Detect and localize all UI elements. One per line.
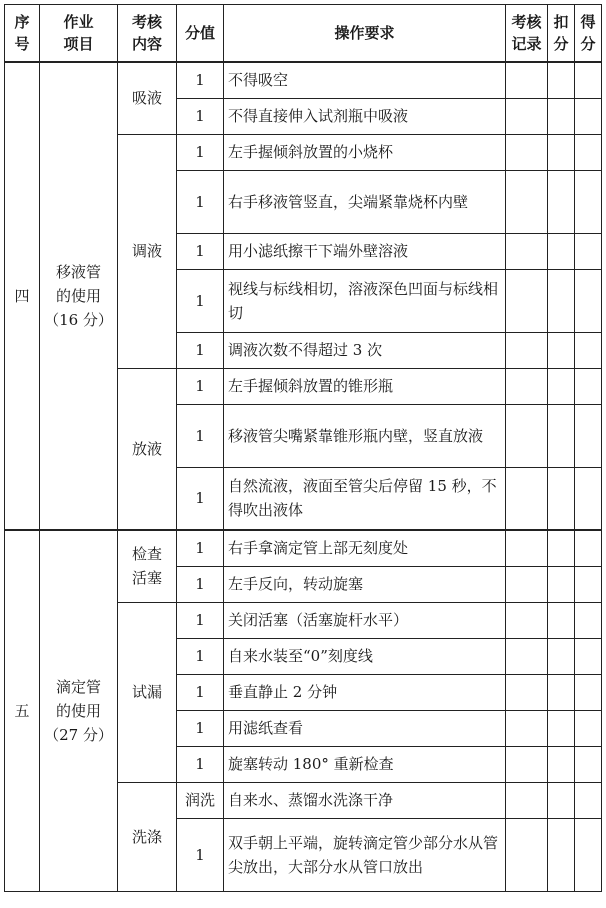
deduct-cell <box>548 638 575 674</box>
assessment-table <box>4 4 602 892</box>
requirement-cell: 不得直接伸入试剂瓶中吸液 <box>224 98 506 134</box>
group-content-line: 检查 <box>131 545 162 564</box>
get-cell <box>575 404 602 467</box>
requirement-cell: 右手移液管竖直，尖端紧靠烧杯内壁 <box>224 170 506 233</box>
record-cell <box>506 566 548 602</box>
requirement-cell: 移液管尖嘴紧靠锥形瓶内壁，竖直放液 <box>224 404 506 467</box>
get-cell <box>575 602 602 638</box>
get-cell <box>575 746 602 782</box>
requirement-cell: 用小滤纸擦干下端外壁溶液 <box>224 233 506 269</box>
record-cell <box>506 134 548 170</box>
get-cell <box>575 566 602 602</box>
requirement-cell: 左手握倾斜放置的锥形瓶 <box>224 368 506 404</box>
header-record: 考核 记录 <box>506 5 548 63</box>
deduct-cell <box>548 233 575 269</box>
requirement-cell: 右手拿滴定管上部无刻度处 <box>224 530 506 566</box>
section-item-line: 的使用 <box>55 701 101 720</box>
record-cell <box>506 818 548 891</box>
header-row <box>5 5 602 63</box>
score-cell: 1 <box>177 602 224 638</box>
score-cell: 1 <box>177 818 224 891</box>
get-cell <box>575 818 602 891</box>
section-item <box>40 62 118 530</box>
get-cell <box>575 710 602 746</box>
header-get: 得 分 <box>575 5 602 63</box>
get-cell <box>575 62 602 98</box>
score-cell: 1 <box>177 62 224 98</box>
header-requirement: 操作要求 <box>224 5 506 63</box>
record-cell <box>506 62 548 98</box>
group-content <box>118 602 177 782</box>
deduct-cell <box>548 746 575 782</box>
get-cell <box>575 530 602 566</box>
record-cell <box>506 98 548 134</box>
record-cell <box>506 332 548 368</box>
score-cell: 1 <box>177 710 224 746</box>
deduct-cell <box>548 269 575 332</box>
group-content-line: 放液 <box>131 439 162 458</box>
group-content-line: 洗涤 <box>131 827 162 846</box>
get-cell <box>575 638 602 674</box>
deduct-cell <box>548 602 575 638</box>
requirement-cell: 自来水、蒸馏水洗涤干净 <box>224 782 506 818</box>
score-cell: 1 <box>177 233 224 269</box>
group-content <box>118 134 177 368</box>
deduct-cell <box>548 62 575 98</box>
deduct-cell <box>548 566 575 602</box>
score-cell: 润洗 <box>177 782 224 818</box>
group-content <box>118 782 177 891</box>
record-cell <box>506 746 548 782</box>
section-item-line: 滴定管 <box>55 677 101 696</box>
get-cell <box>575 674 602 710</box>
group-content <box>118 62 177 134</box>
requirement-cell: 视线与标线相切，溶液深色凹面与标线相切 <box>224 269 506 332</box>
get-cell <box>575 170 602 233</box>
score-cell: 1 <box>177 368 224 404</box>
section-item-line: 的使用 <box>55 287 101 305</box>
deduct-cell <box>548 404 575 467</box>
deduct-cell <box>548 98 575 134</box>
header-deduct: 扣 分 <box>548 5 575 63</box>
deduct-cell <box>548 467 575 530</box>
requirement-cell: 左手握倾斜放置的小烧杯 <box>224 134 506 170</box>
record-cell <box>506 233 548 269</box>
get-cell <box>575 134 602 170</box>
deduct-cell <box>548 134 575 170</box>
get-cell <box>575 269 602 332</box>
record-cell <box>506 269 548 332</box>
section-item <box>40 530 118 891</box>
record-cell <box>506 782 548 818</box>
score-cell: 1 <box>177 467 224 530</box>
record-cell <box>506 404 548 467</box>
record-cell <box>506 710 548 746</box>
header-content: 考核 内容 <box>118 5 177 63</box>
header-item: 作业 项目 <box>40 5 118 63</box>
group-content <box>118 530 177 602</box>
score-cell: 1 <box>177 269 224 332</box>
group-content-line: 试漏 <box>131 683 162 701</box>
get-cell <box>575 233 602 269</box>
record-cell <box>506 674 548 710</box>
record-cell <box>506 530 548 566</box>
get-cell <box>575 782 602 818</box>
get-cell <box>575 467 602 530</box>
section-item-line: （16 分） <box>44 311 113 329</box>
score-cell: 1 <box>177 638 224 674</box>
record-cell <box>506 602 548 638</box>
section-item-line: （27 分） <box>44 725 113 744</box>
requirement-cell: 自来水装至“0”刻度线 <box>224 638 506 674</box>
deduct-cell <box>548 782 575 818</box>
header-seq: 序 号 <box>5 5 40 63</box>
score-cell: 1 <box>177 332 224 368</box>
score-cell: 1 <box>177 404 224 467</box>
table-row <box>5 530 602 566</box>
section-item-line: 移液管 <box>55 263 101 281</box>
header-score: 分值 <box>177 5 224 63</box>
record-cell <box>506 368 548 404</box>
deduct-cell <box>548 332 575 368</box>
score-cell: 1 <box>177 530 224 566</box>
score-cell: 1 <box>177 566 224 602</box>
score-cell: 1 <box>177 746 224 782</box>
get-cell <box>575 368 602 404</box>
record-cell <box>506 467 548 530</box>
score-cell: 1 <box>177 170 224 233</box>
requirement-cell: 左手反向，转动旋塞 <box>224 566 506 602</box>
score-cell: 1 <box>177 98 224 134</box>
deduct-cell <box>548 170 575 233</box>
deduct-cell <box>548 530 575 566</box>
requirement-cell: 双手朝上平端，旋转滴定管少部分水从管尖放出，大部分水从管口放出 <box>224 818 506 891</box>
requirement-cell: 用滤纸查看 <box>224 710 506 746</box>
requirement-cell: 不得吸空 <box>224 62 506 98</box>
score-cell: 1 <box>177 134 224 170</box>
get-cell <box>575 332 602 368</box>
requirement-cell: 旋塞转动 180° 重新检查 <box>224 746 506 782</box>
score-cell: 1 <box>177 674 224 710</box>
section-seq: 四 <box>5 62 40 530</box>
table-row <box>5 62 602 98</box>
deduct-cell <box>548 674 575 710</box>
deduct-cell <box>548 818 575 891</box>
requirement-cell: 自然流液，液面至管尖后停留 15 秒，不得吹出液体 <box>224 467 506 530</box>
get-cell <box>575 98 602 134</box>
group-content-line: 调液 <box>131 242 162 260</box>
section-seq: 五 <box>5 530 40 891</box>
deduct-cell <box>548 368 575 404</box>
requirement-cell: 垂直静止 2 分钟 <box>224 674 506 710</box>
group-content-line: 活塞 <box>131 569 162 588</box>
deduct-cell <box>548 710 575 746</box>
group-content <box>118 368 177 530</box>
group-content-line: 吸液 <box>131 89 162 108</box>
record-cell <box>506 638 548 674</box>
requirement-cell: 调液次数不得超过 3 次 <box>224 332 506 368</box>
requirement-cell: 关闭活塞（活塞旋杆水平） <box>224 602 506 638</box>
record-cell <box>506 170 548 233</box>
